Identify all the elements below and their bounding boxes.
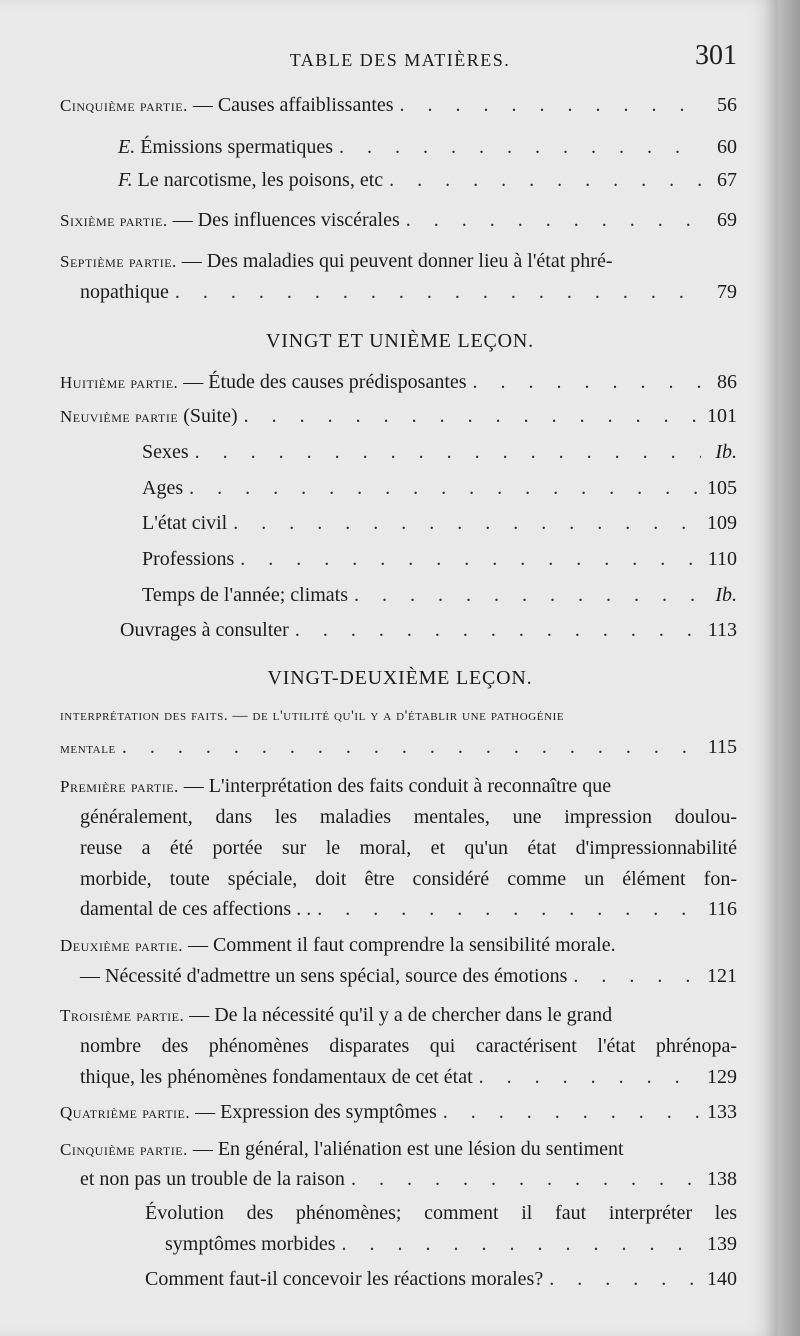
entry-text: — Des maladies qui peuvent donner lieu à l'état phré- [176,250,613,272]
page-ref: 69 [717,209,737,231]
dot-leader [175,281,701,304]
part-label: Deuxième partie. [60,936,183,955]
dot-leader [244,405,701,428]
entry-text: (Suite) [178,405,238,427]
dot-leader [295,619,701,642]
page-number: 301 [695,40,737,71]
dot-leader [233,512,701,535]
toc-entry [142,477,737,500]
entry-text: généralement, dans les maladies mentales, une impression doulou- [80,806,737,828]
entry-heading: mentale [60,741,116,757]
page-ref: Ib. [715,441,737,463]
entry-text: Émissions spermatiques [135,136,333,158]
toc-entry [142,441,737,464]
entry-text: Professions [142,548,235,570]
toc-entry [142,548,737,571]
dot-leader [195,441,701,464]
entry-text: — En général, l'aliénation est une lésion du sentiment [187,1138,624,1160]
dot-leader [342,1233,701,1256]
part-label: Cinquième partie. [60,1140,188,1159]
dot-leader [473,371,701,394]
toc-entry [118,136,737,159]
page-ref: 60 [717,136,737,158]
page-ref: 139 [707,1233,737,1255]
toc-entry [60,94,737,117]
toc-entry [80,1066,737,1089]
entry-text: Évolution des phénomènes; comment il faut interpréter les [145,1202,737,1224]
toc-entry [142,512,737,535]
page-ref: 56 [717,94,737,116]
dot-leader [317,898,701,921]
dot-leader [122,736,701,759]
dot-leader [400,94,701,117]
dot-leader [389,169,701,192]
entry-text: Ouvrages à consulter [120,619,289,641]
page-ref: 109 [707,512,737,534]
entry-heading: interprétation des faits. — de l'utilité qu'il y a d'établir une pathogénie [60,708,565,724]
page-ref: 86 [717,371,737,393]
toc-entry [60,775,737,798]
sub-label: E. [118,136,136,158]
entry-text: damental de ces affections . . [80,898,312,920]
entry-text: Comment faut-il concevoir les réactions morales? [145,1268,544,1290]
entry-text: nombre des phénomènes disparates qui caractérisent l'état phrénopa- [80,1035,737,1057]
part-label: Sixième partie. [60,211,168,230]
dot-leader [549,1268,701,1291]
page-ref: 105 [707,477,737,499]
dot-leader [443,1101,701,1124]
part-label: Troisième partie. [60,1006,185,1025]
dot-leader [573,965,701,988]
toc-entry [60,736,737,759]
running-title: TABLE DES MATIÈRES. [289,50,511,70]
toc-entry [165,1233,737,1256]
dot-leader [240,548,701,571]
toc-entry [60,209,737,232]
lesson-title: VINGT ET UNIÈME LEÇON. [266,330,534,352]
part-label: Septième partie. [60,252,177,271]
toc-entry [80,965,737,988]
toc-entry [60,1101,737,1124]
entry-text: — Comment il faut comprendre la sensibilité morale. [182,934,616,956]
entry-text: — Nécessité d'admettre un sens spécial, source des émotions [80,965,568,987]
page-ref: 101 [707,405,737,427]
toc-entry [80,1168,737,1191]
entry-text: reuse a été portée sur le moral, et qu'un état d'impressionnabilité [80,837,737,859]
toc-entry [80,898,737,921]
toc-entry [60,405,737,428]
entry-text: — Des influences viscérales [167,209,400,231]
entry-text: — Expression des symptômes [190,1101,437,1123]
toc-entry [142,584,737,607]
toc-entry [120,619,737,642]
page-ref: 110 [707,548,737,570]
dot-leader [354,584,701,607]
toc-entry [60,708,737,725]
page-ref: 79 [717,281,737,303]
dot-leader [406,209,701,232]
entry-text: L'état civil [142,512,228,534]
entry-text: — Étude des causes prédisposantes [178,371,467,393]
lesson-title: VINGT-DEUXIÈME LEÇON. [267,667,533,689]
page-ref: 138 [707,1168,737,1190]
entry-text: symptômes morbides [165,1233,336,1255]
entry-text: — De la nécessité qu'il y a de chercher dans le grand [184,1004,613,1026]
entry-text: — Causes affaiblissantes [187,94,394,116]
toc-entry [60,250,737,273]
page-ref: 67 [717,169,737,191]
dot-leader [351,1168,701,1191]
toc-entry [118,169,737,192]
page-ref: 133 [707,1101,737,1123]
sub-label: F. [118,169,133,191]
part-label: Huitième partie. [60,373,179,392]
entry-text: thique, les phénomènes fondamentaux de cet état [80,1066,473,1088]
part-label: Cinquième partie. [60,96,188,115]
page-ref: Ib. [715,584,737,606]
toc-entry [60,934,737,957]
toc-entry [60,1138,737,1161]
entry-text: Ages [142,477,184,499]
entry-text: Sexes [142,441,189,463]
toc-entry [80,281,737,304]
entry-text: — L'interprétation des faits conduit à reconnaître que [178,775,612,797]
dot-leader [479,1066,701,1089]
entry-text: morbide, toute spéciale, doit être considéré comme un élément fon- [80,868,737,890]
page-ref: 121 [707,965,737,987]
page-ref: 113 [707,619,737,641]
entry-text: Le narcotisme, les poisons, etc [132,169,384,191]
dot-leader [189,477,701,500]
entry-text: nopathique [80,281,169,303]
page-ref: 140 [707,1268,737,1290]
page-ref: 116 [707,898,737,920]
part-label: Neuvième partie [60,407,179,426]
dot-leader [339,136,701,159]
part-label: Quatrième partie. [60,1103,191,1122]
entry-text: et non pas un trouble de la raison [80,1168,345,1190]
entry-text: Temps de l'année; climats [142,584,349,606]
part-label: Première partie. [60,777,179,796]
toc-entry [60,1004,737,1027]
page-ref: 115 [707,736,737,758]
toc-entry [145,1268,737,1291]
toc-entry [60,371,737,394]
page-ref: 129 [707,1066,737,1088]
